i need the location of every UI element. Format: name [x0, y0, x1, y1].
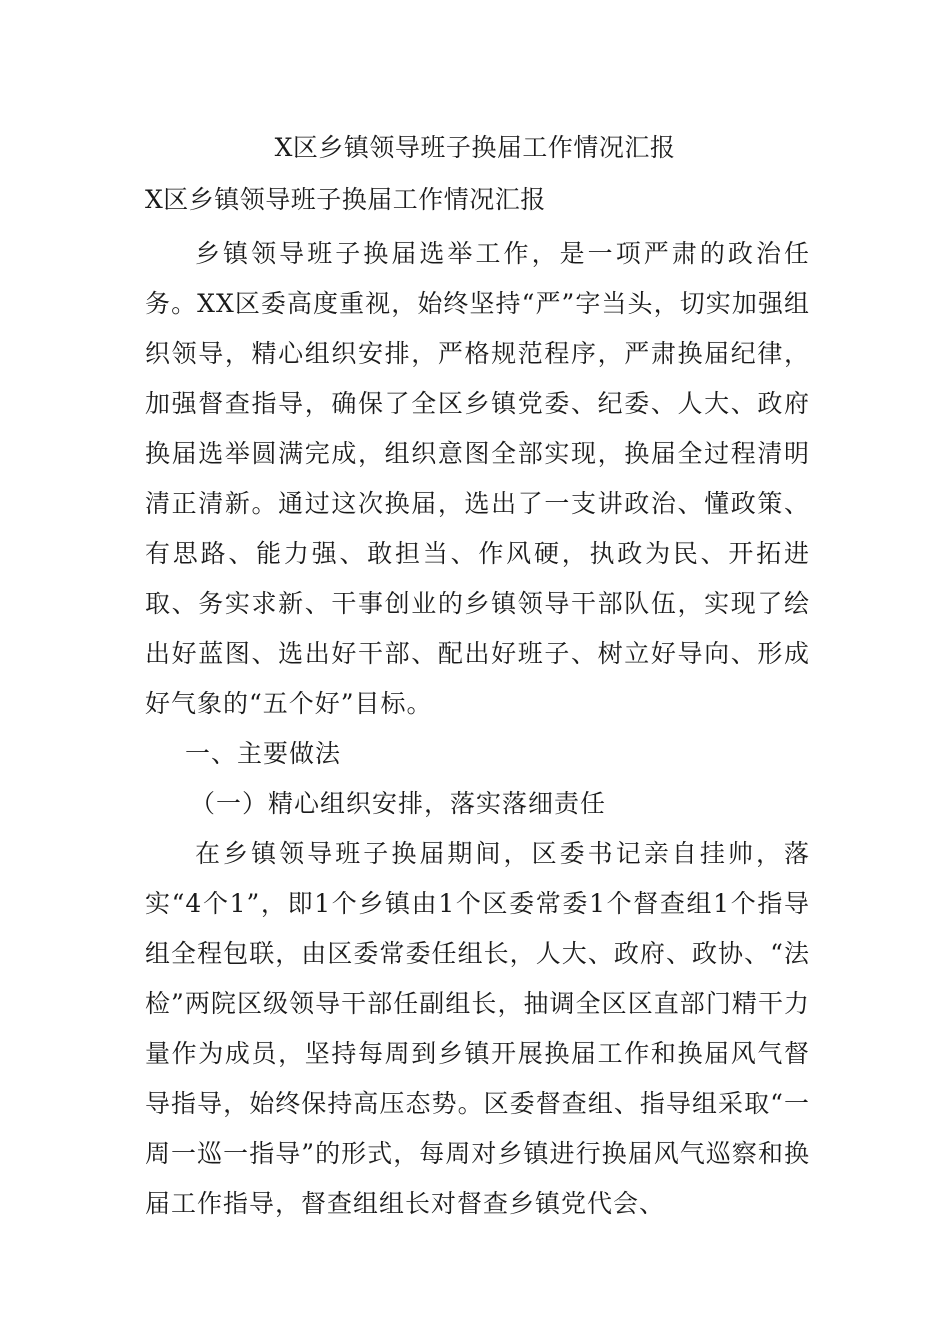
subsection-heading-organization: （一）精心组织安排，落实落细责任 [190, 789, 607, 818]
intro-paragraph: 乡镇领导班子换届选举工作，是一项严肃的政治任务。XX区委高度重视，始终坚持“严”字当头，切实加强组织领导，精心组织安排，严格规范程序，严肃换届纪律，加强督查指导，确保了全区乡镇党委、纪委、人大、政府换届选举圆满完成，组织意图全部实现，换届全过程清明清正清新。通过这次换届，选出了一支讲政治、懂政策、有思路、能力强、敢担当、作风硬，执政为民、开拓进取、务实求新、干事创业的乡镇领导干部队伍，实现了绘出好蓝图、选出好干部、配出好班子、树立好导向、形成好气象的“五个好”目标。 [145, 239, 810, 718]
document-body [145, 229, 810, 1229]
section-heading-main-practices: 一、主要做法 [185, 739, 342, 768]
document-subtitle: X区乡镇领导班子换届工作情况汇报 [145, 185, 546, 214]
document-title: X区乡镇领导班子换届工作情况汇报 [274, 133, 676, 162]
body-paragraph-responsibility: 在乡镇领导班子换届期间，区委书记亲自挂帅，落实“4个1”，即1个乡镇由1个区委常委1个督查组1个指导组全程包联，由区委常委任组长，人大、政府、政协、“法检”两院区级领导干部任副组长，抽调全区区直部门精干力量作为成员，坚持每周到乡镇开展换届工作和换届风气督导指导，始终保持高压态势。区委督查组、指导组采取“一周一巡一指导”的形式，每周对乡镇进行换届风气巡察和换届工作指导，督查组组长对督查乡镇党代会、 [145, 839, 810, 1218]
